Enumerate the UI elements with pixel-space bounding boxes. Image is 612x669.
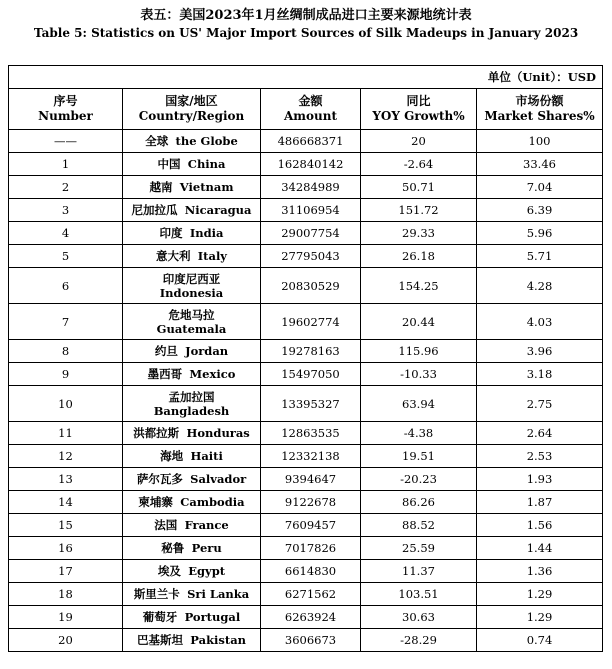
header-share-zh: 市场份额 <box>515 94 564 108</box>
row-country <box>123 222 261 245</box>
row-country <box>123 245 261 268</box>
row-amount: 162840142 <box>261 153 361 176</box>
row-amount: 12863535 <box>261 422 361 445</box>
table-row <box>9 386 603 422</box>
header-number-zh: 序号 <box>53 94 78 108</box>
table-body <box>9 130 603 652</box>
row-market-share: 1.93 <box>477 468 603 491</box>
row-yoy-growth: 19.51 <box>361 445 477 468</box>
country-name-en: Portugal <box>184 610 241 624</box>
row-country <box>123 560 261 583</box>
row-yoy-growth: 26.18 <box>361 245 477 268</box>
row-number: 8 <box>9 340 123 363</box>
row-yoy-growth: -20.23 <box>361 468 477 491</box>
row-amount: 486668371 <box>261 130 361 153</box>
row-market-share: 7.04 <box>477 176 603 199</box>
row-market-share: 1.87 <box>477 491 603 514</box>
row-market-share: 100 <box>477 130 603 153</box>
row-number: 20 <box>9 629 123 652</box>
country-name-zh: 墨西哥 <box>147 367 183 381</box>
row-yoy-growth: 154.25 <box>361 268 477 304</box>
row-number: 4 <box>9 222 123 245</box>
row-country <box>123 199 261 222</box>
header-number-en: Number <box>38 109 93 123</box>
country-name-zh: 柬埔寨 <box>138 495 173 509</box>
country-name-zh: 萨尔瓦多 <box>136 472 183 486</box>
country-name-en: Bangladesh <box>153 403 230 418</box>
country-name-en: Jordan <box>185 344 229 358</box>
row-number: 18 <box>9 583 123 606</box>
row-number: 12 <box>9 445 123 468</box>
row-yoy-growth: 63.94 <box>361 386 477 422</box>
country-name-zh: 中国 <box>157 157 181 171</box>
country-name-zh: 全球 <box>145 134 169 148</box>
row-number: 10 <box>9 386 123 422</box>
row-amount: 12332138 <box>261 445 361 468</box>
row-country <box>123 422 261 445</box>
row-country <box>123 629 261 652</box>
row-country <box>123 583 261 606</box>
table-row <box>9 363 603 386</box>
row-amount: 31106954 <box>261 199 361 222</box>
row-number: 9 <box>9 363 123 386</box>
row-number: 14 <box>9 491 123 514</box>
row-market-share: 4.03 <box>477 304 603 340</box>
row-amount: 29007754 <box>261 222 361 245</box>
row-market-share: 6.39 <box>477 199 603 222</box>
country-name-en: Indonesia <box>159 285 224 300</box>
row-yoy-growth: 88.52 <box>361 514 477 537</box>
country-name-en: Vietnam <box>179 180 234 194</box>
country-name-zh: 埃及 <box>157 564 181 578</box>
country-name-zh: 巴基斯坦 <box>136 633 183 647</box>
header-share <box>477 89 603 130</box>
row-yoy-growth: 151.72 <box>361 199 477 222</box>
unit-row <box>9 66 603 89</box>
row-yoy-growth: -28.29 <box>361 629 477 652</box>
country-name-zh: 孟加拉国 <box>168 389 215 404</box>
table-title-english: Table 5: Statistics on US' Major Import Sources of Silk Madeups in January 2023 <box>33 26 579 40</box>
row-market-share: 4.28 <box>477 268 603 304</box>
table-row <box>9 629 603 652</box>
header-amount <box>261 89 361 130</box>
row-market-share: 0.74 <box>477 629 603 652</box>
row-amount: 15497050 <box>261 363 361 386</box>
row-country <box>123 268 261 304</box>
header-yoy <box>361 89 477 130</box>
country-name-en: Cambodia <box>180 495 245 509</box>
country-name-zh: 秘鲁 <box>161 541 185 555</box>
row-yoy-growth: 103.51 <box>361 583 477 606</box>
row-yoy-growth: -10.33 <box>361 363 477 386</box>
row-number: 6 <box>9 268 123 304</box>
table-row <box>9 130 603 153</box>
country-name-en: India <box>189 226 224 240</box>
row-number: 11 <box>9 422 123 445</box>
header-yoy-en: YOY Growth% <box>372 109 465 123</box>
row-market-share: 5.96 <box>477 222 603 245</box>
row-market-share: 33.46 <box>477 153 603 176</box>
table-title-chinese: 表五：美国2023年1月丝绸制成品进口主要来源地统计表 <box>140 8 472 23</box>
table-row <box>9 222 603 245</box>
row-country <box>123 537 261 560</box>
table-row <box>9 340 603 363</box>
country-name-en: the Globe <box>175 134 238 148</box>
table-row <box>9 176 603 199</box>
country-name-en: Egypt <box>188 564 226 578</box>
country-name-zh: 印度尼西亚 <box>162 271 221 286</box>
header-share-en: Market Shares% <box>484 109 595 123</box>
table-row <box>9 560 603 583</box>
row-country <box>123 340 261 363</box>
country-name-zh: 危地马拉 <box>168 307 215 322</box>
table-row <box>9 268 603 304</box>
country-name-en: Peru <box>191 541 222 555</box>
country-name-zh: 海地 <box>160 449 184 463</box>
table-row <box>9 445 603 468</box>
row-country <box>123 386 261 422</box>
row-number: —— <box>9 130 123 153</box>
row-yoy-growth: -2.64 <box>361 153 477 176</box>
row-market-share: 2.64 <box>477 422 603 445</box>
row-number: 19 <box>9 606 123 629</box>
row-market-share: 2.75 <box>477 386 603 422</box>
row-yoy-growth: 11.37 <box>361 560 477 583</box>
row-market-share: 1.29 <box>477 583 603 606</box>
country-name-en: Nicaragua <box>184 203 252 217</box>
row-amount: 13395327 <box>261 386 361 422</box>
row-amount: 6271562 <box>261 583 361 606</box>
row-amount: 27795043 <box>261 245 361 268</box>
row-market-share: 2.53 <box>477 445 603 468</box>
row-number: 13 <box>9 468 123 491</box>
row-market-share: 1.44 <box>477 537 603 560</box>
row-yoy-growth: 25.59 <box>361 537 477 560</box>
row-yoy-growth: 30.63 <box>361 606 477 629</box>
row-yoy-growth: -4.38 <box>361 422 477 445</box>
row-market-share: 1.36 <box>477 560 603 583</box>
row-market-share: 1.29 <box>477 606 603 629</box>
table-row <box>9 583 603 606</box>
table-row <box>9 245 603 268</box>
country-name-zh: 斯里兰卡 <box>133 587 180 601</box>
unit-label: 单位（Unit）：USD <box>9 66 603 89</box>
table-row <box>9 514 603 537</box>
row-amount: 3606673 <box>261 629 361 652</box>
header-number <box>9 89 123 130</box>
table-row <box>9 422 603 445</box>
header-country-zh: 国家/地区 <box>165 94 218 108</box>
row-market-share: 3.18 <box>477 363 603 386</box>
row-number: 3 <box>9 199 123 222</box>
row-yoy-growth: 50.71 <box>361 176 477 199</box>
row-country <box>123 468 261 491</box>
row-country <box>123 176 261 199</box>
country-name-en: Pakistan <box>190 633 247 647</box>
table-row <box>9 468 603 491</box>
row-number: 17 <box>9 560 123 583</box>
country-name-en: Mexico <box>189 367 236 381</box>
row-country <box>123 514 261 537</box>
row-market-share: 1.56 <box>477 514 603 537</box>
row-country <box>123 153 261 176</box>
row-amount: 20830529 <box>261 268 361 304</box>
row-number: 5 <box>9 245 123 268</box>
table-row <box>9 537 603 560</box>
header-country <box>123 89 261 130</box>
row-number: 7 <box>9 304 123 340</box>
row-country <box>123 606 261 629</box>
row-yoy-growth: 20.44 <box>361 304 477 340</box>
row-amount: 9122678 <box>261 491 361 514</box>
country-name-en: France <box>184 518 229 532</box>
country-name-en: Italy <box>197 249 227 263</box>
country-name-zh: 意大利 <box>155 249 191 263</box>
table-row <box>9 153 603 176</box>
row-number: 1 <box>9 153 123 176</box>
row-yoy-growth: 86.26 <box>361 491 477 514</box>
country-name-zh: 葡萄牙 <box>142 610 178 624</box>
header-row <box>9 89 603 130</box>
row-country <box>123 363 261 386</box>
country-name-zh: 约旦 <box>154 344 178 358</box>
country-name-en: China <box>187 157 226 171</box>
row-amount: 9394647 <box>261 468 361 491</box>
row-number: 16 <box>9 537 123 560</box>
country-name-en: Sri Lanka <box>187 587 250 601</box>
row-yoy-growth: 20 <box>361 130 477 153</box>
country-name-en: Honduras <box>186 426 250 440</box>
import-sources-table <box>8 65 603 652</box>
country-name-zh: 法国 <box>154 518 178 532</box>
header-amount-zh: 金额 <box>298 94 323 108</box>
row-country <box>123 491 261 514</box>
row-amount: 19278163 <box>261 340 361 363</box>
row-market-share: 3.96 <box>477 340 603 363</box>
header-yoy-zh: 同比 <box>406 94 431 108</box>
row-amount: 19602774 <box>261 304 361 340</box>
country-name-en: Salvador <box>190 472 247 486</box>
table-row <box>9 304 603 340</box>
row-country <box>123 130 261 153</box>
row-amount: 34284989 <box>261 176 361 199</box>
table-row <box>9 199 603 222</box>
country-name-en: Haiti <box>190 449 223 463</box>
row-yoy-growth: 29.33 <box>361 222 477 245</box>
country-name-zh: 越南 <box>149 180 173 194</box>
country-name-zh: 尼加拉瓜 <box>131 203 178 217</box>
row-country <box>123 445 261 468</box>
country-name-zh: 印度 <box>159 226 183 240</box>
header-amount-en: Amount <box>283 109 337 123</box>
row-amount: 7609457 <box>261 514 361 537</box>
country-name-en: Guatemala <box>156 321 227 336</box>
table-row <box>9 491 603 514</box>
row-amount: 6614830 <box>261 560 361 583</box>
row-amount: 7017826 <box>261 537 361 560</box>
country-name-zh: 洪都拉斯 <box>133 426 180 440</box>
table-row <box>9 606 603 629</box>
row-country <box>123 304 261 340</box>
row-number: 2 <box>9 176 123 199</box>
row-number: 15 <box>9 514 123 537</box>
row-yoy-growth: 115.96 <box>361 340 477 363</box>
header-country-en: Country/Region <box>138 109 245 123</box>
row-amount: 6263924 <box>261 606 361 629</box>
row-market-share: 5.71 <box>477 245 603 268</box>
